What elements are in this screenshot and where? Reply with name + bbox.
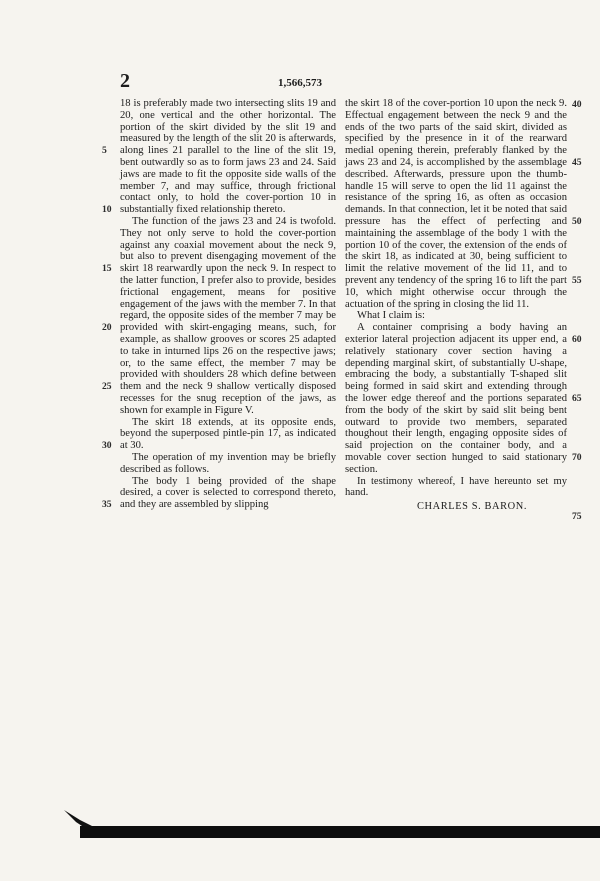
- left-paragraph-1: 18 is preferably made two intersecting slits 19 and 20, one vertical and the other horizontal. The portion of the skirt divided by the slit 19 and measured by the length of the slit 20 is afterwards, along lines 21 parallel to the line of the slit 19, bent outwardly so as to form jaws 23 and 24. Said jaws are made to fit the opposite side walls of the member 7, and may suffice, through frictional contact only, to hold the cover-portion 10 in substantially fixed relationship thereto.: [120, 98, 336, 216]
- scan-edge-bar: [80, 826, 600, 838]
- line-number: 20: [102, 322, 112, 333]
- right-column: [345, 98, 567, 513]
- patent-number: 1,566,573: [278, 77, 322, 89]
- claim-heading: What I claim is:: [357, 310, 425, 322]
- line-number: 30: [102, 440, 112, 451]
- line-number: 35: [102, 499, 112, 510]
- left-column: [120, 98, 336, 511]
- line-number: 5: [102, 145, 107, 156]
- line-number: 50: [572, 216, 582, 227]
- testimony-text: In testimony whereof, I have hereunto set my hand.: [345, 475, 567, 499]
- signature: CHARLES S. BARON.: [417, 501, 528, 513]
- signature-line: [345, 501, 567, 513]
- claim-text: A container comprising a body having an exterior lateral projection adjacent its upper end, a relatively stationary cover section having a depending marginal skirt, of substantially U-shape, embracing the body, a substantially T-shaped slit being formed in said skirt and extending through the lower edge thereof and the portions separated from the body of the skirt by said slit being bent outward to provide two members, separated thoughout their length, engaging opposite sides of said projection on the container body, and a movable cover section hunged to said stationary section.: [345, 322, 567, 475]
- left-paragraph-3: The skirt 18 extends, at its opposite ends, beyond the superposed pintle-pin 17, as indicated at 30.: [120, 416, 336, 452]
- line-number: 40: [572, 99, 582, 110]
- right-paragraph-1: the skirt 18 of the cover-portion 10 upon the neck 9. Effectual engagement between the neck 9 and the ends of the two parts of the said skirt, divided as specified by the presence in it of the rearward medial opening therein, preferably flanked by the jaws 23 and 24, is accomplished by the assemblage described. Afterwards, pressure upon the thumb-handle 15 will serve to open the lid 11 against the resistance of the spring 16, as often as occasion demands. In that connection, let it be noted that said pressure has the effect of perfecting and maintaining the assemblage of the body 1 with the portion 10 of the cover, the extension of the ends of the skirt 18, as indicated at 30, being sufficient to limit the relative movement of the lid 11, and to prevent any tendency of the spring 16 to lift the part 10, which might otherwise occur through the actuation of the spring in closing the lid 11.: [345, 98, 567, 310]
- line-number: 65: [572, 393, 582, 404]
- line-number: 25: [102, 381, 112, 392]
- line-number: 75: [572, 511, 582, 522]
- line-number: 45: [572, 157, 582, 168]
- line-number: 55: [572, 275, 582, 286]
- left-paragraph-5: The body 1 being provided of the shape desired, a cover is selected to correspond thereto, and they are assembled by slipping: [120, 475, 336, 511]
- line-number: 70: [572, 452, 582, 463]
- line-number: 60: [572, 334, 582, 345]
- line-number: 10: [102, 204, 112, 215]
- left-paragraph-2: The function of the jaws 23 and 24 is twofold. They not only serve to hold the cover-portion against any coaxial movement about the neck 9, but also to prevent disengaging movement of the skirt 18 rearwardly upon the neck 9. In respect to the latter function, I prefer also to provide, besides frictional engagement, means for positive engagement of the jaws with the member 7. In that regard, the opposite sides of the member 7 may be provided with skirt-engaging means, such, for example, as shallow grooves or scores 25 adapted to take in inturned lips 26 on the respective jaws; or, to the same effect, the member 7 may be provided with shoulders 28 which define between them and the neck 9 shallow vertically disposed recesses for the snug reception of the jaws, as shown for example in Figure V.: [120, 215, 336, 416]
- left-paragraph-4: The operation of my invention may be briefly described as follows.: [120, 451, 336, 475]
- page-number: 2: [120, 70, 131, 92]
- line-number: 15: [102, 263, 112, 274]
